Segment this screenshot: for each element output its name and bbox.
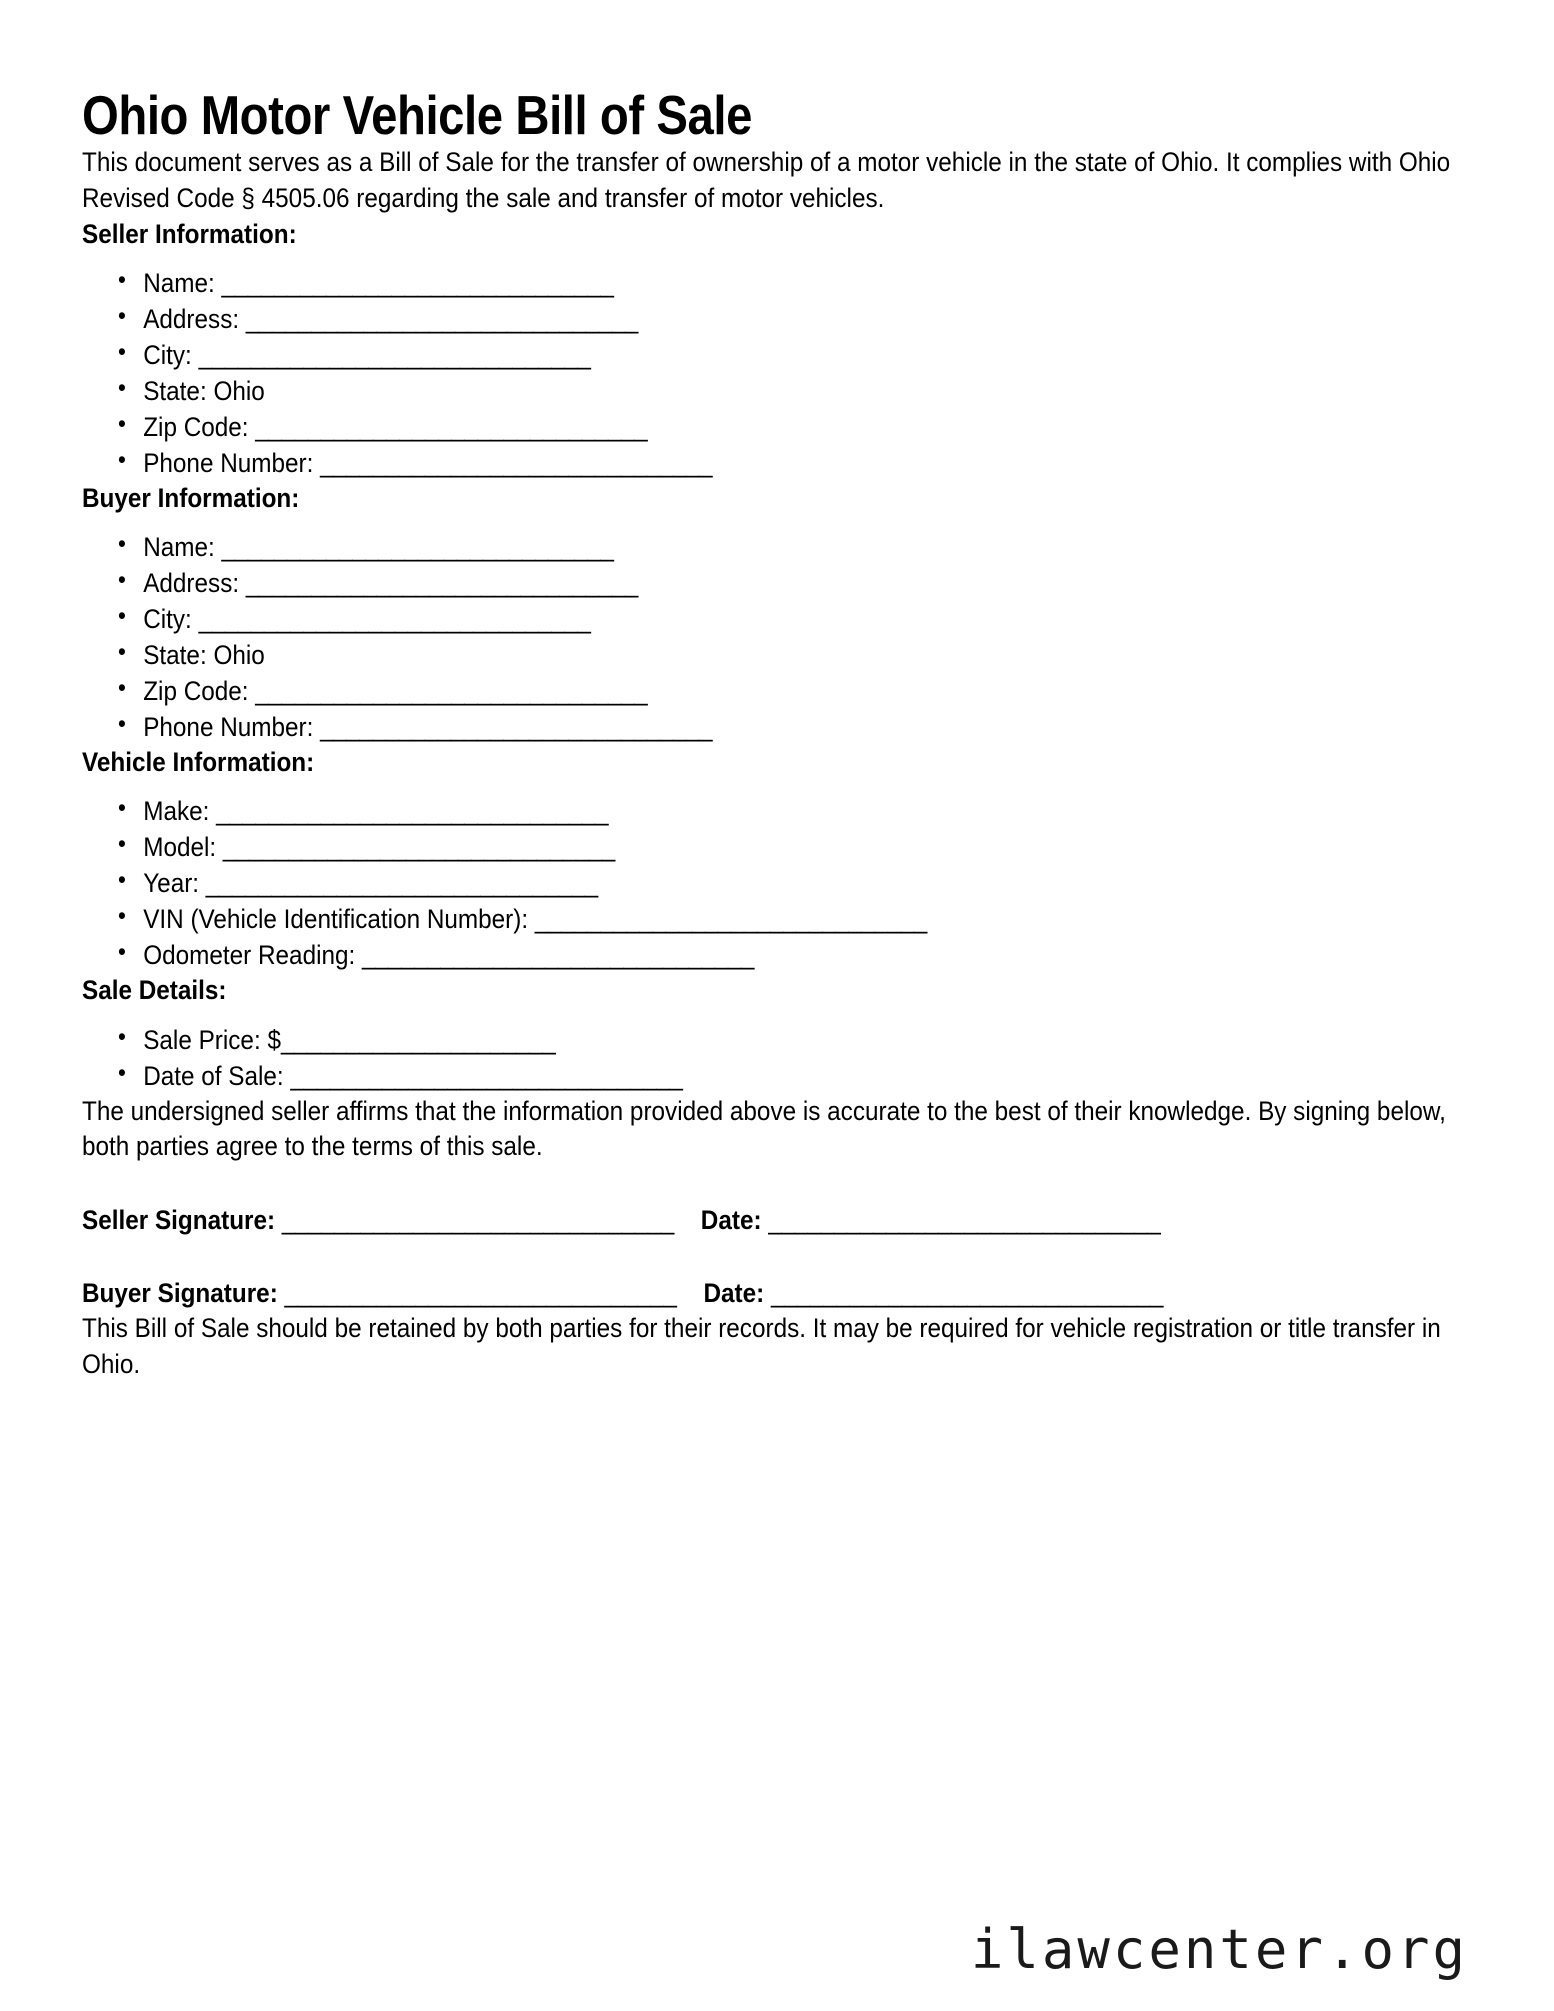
field-blank-line[interactable]: ______________________________ [216, 796, 609, 827]
list-item [118, 529, 1510, 565]
field-blank-line[interactable]: ______________________________ [245, 568, 638, 599]
field-label: Name: [143, 267, 222, 298]
field-label: Name: [143, 532, 222, 563]
list-item [118, 673, 1510, 709]
field-blank-line[interactable]: ______________________________ [221, 532, 614, 563]
buyer-section-heading: Buyer Information: [82, 482, 300, 513]
field-blank-line[interactable]: ______________________________ [320, 712, 713, 743]
field-label: City: [143, 339, 199, 370]
field-label: Address: [143, 303, 246, 334]
seller-signature-line[interactable]: ______________________________ [281, 1204, 674, 1235]
buyer-date-line[interactable]: ______________________________ [770, 1277, 1163, 1308]
field-blank-line[interactable]: ______________________________ [534, 904, 927, 935]
list-item [118, 865, 1510, 901]
field-label: Odometer Reading: [143, 940, 363, 971]
list-item [118, 301, 1510, 337]
page-title: Ohio Motor Vehicle Bill of Sale [82, 84, 753, 146]
field-label: Zip Code: [143, 411, 256, 442]
field-label: State: Ohio [143, 640, 265, 671]
field-blank-line[interactable]: ______________________________ [198, 604, 591, 635]
sale-details-field-list [82, 1022, 1510, 1094]
list-item [118, 901, 1510, 937]
affirmation-paragraph: The undersigned seller affirms that the information provided above is accurate to the best of their knowledge. By signing below, both parties agree to the terms of this sale. [82, 1095, 1446, 1162]
field-blank-line[interactable]: ______________________________ [362, 940, 754, 971]
list-item [118, 1022, 1510, 1058]
field-blank-line[interactable]: ______________________________ [245, 303, 638, 334]
buyer-signature-label: Buyer Signature: [82, 1277, 285, 1308]
buyer-date-label: Date: [703, 1277, 771, 1308]
list-item [118, 409, 1510, 445]
seller-date-line[interactable]: ______________________________ [768, 1204, 1161, 1235]
field-label: Phone Number: [143, 447, 321, 478]
field-label: Phone Number: [143, 712, 321, 743]
seller-signature-row [82, 1203, 1474, 1238]
field-label: State: Ohio [143, 375, 265, 406]
field-label: VIN (Vehicle Identification Number): [143, 904, 535, 935]
field-label: Address: [143, 568, 246, 599]
vehicle-field-list [82, 793, 1510, 973]
field-blank-line[interactable]: ______________________________ [198, 339, 591, 370]
field-blank-line[interactable]: ______________________________ [222, 832, 615, 863]
seller-section-heading: Seller Information: [82, 218, 297, 249]
field-blank-line[interactable]: ______________________________ [255, 411, 648, 442]
field-label: Date of Sale: [143, 1060, 291, 1091]
field-blank-line[interactable]: ______________________________ [290, 1060, 683, 1091]
field-blank-line[interactable]: ______________________________ [205, 868, 598, 899]
list-item [118, 565, 1510, 601]
field-label: Year: [143, 868, 206, 899]
vehicle-section-heading: Vehicle Information: [82, 747, 315, 778]
intro-paragraph: This document serves as a Bill of Sale for the transfer of ownership of a motor vehicle in the state of Ohio. It complies with Ohio Revised Code § 4505.06 regarding the sale and transfer of motor vehicles. [82, 147, 1451, 214]
field-blank-line[interactable]: ______________________________ [320, 447, 713, 478]
list-item [118, 829, 1510, 865]
list-item [118, 445, 1510, 481]
sale-details-heading: Sale Details: [82, 975, 227, 1006]
list-item [118, 265, 1510, 301]
footer-watermark: ilawcenter.org [970, 1918, 1468, 1981]
buyer-signature-line[interactable]: ______________________________ [284, 1277, 677, 1308]
field-label: Zip Code: [143, 676, 256, 707]
list-item [118, 337, 1510, 373]
list-item [118, 637, 1510, 673]
field-blank-line[interactable]: _____________________ [280, 1024, 556, 1055]
seller-field-list [82, 265, 1510, 481]
list-item [118, 373, 1510, 409]
list-item [118, 937, 1510, 973]
field-label: City: [143, 604, 199, 635]
seller-date-label: Date: [700, 1204, 769, 1235]
closing-paragraph: This Bill of Sale should be retained by both parties for their records. It may be required for vehicle registration or title transfer in Ohio. [82, 1313, 1441, 1379]
seller-signature-label: Seller Signature: [82, 1204, 282, 1235]
buyer-signature-row [82, 1276, 1474, 1311]
list-item [118, 793, 1510, 829]
list-item [118, 1058, 1510, 1094]
field-blank-line[interactable]: ______________________________ [221, 267, 614, 298]
field-label: Sale Price: $ [143, 1024, 281, 1055]
list-item [118, 601, 1510, 637]
list-item [118, 709, 1510, 745]
buyer-field-list [82, 529, 1510, 745]
field-blank-line[interactable]: ______________________________ [255, 676, 648, 707]
field-label: Model: [143, 832, 223, 863]
field-label: Make: [143, 796, 217, 827]
